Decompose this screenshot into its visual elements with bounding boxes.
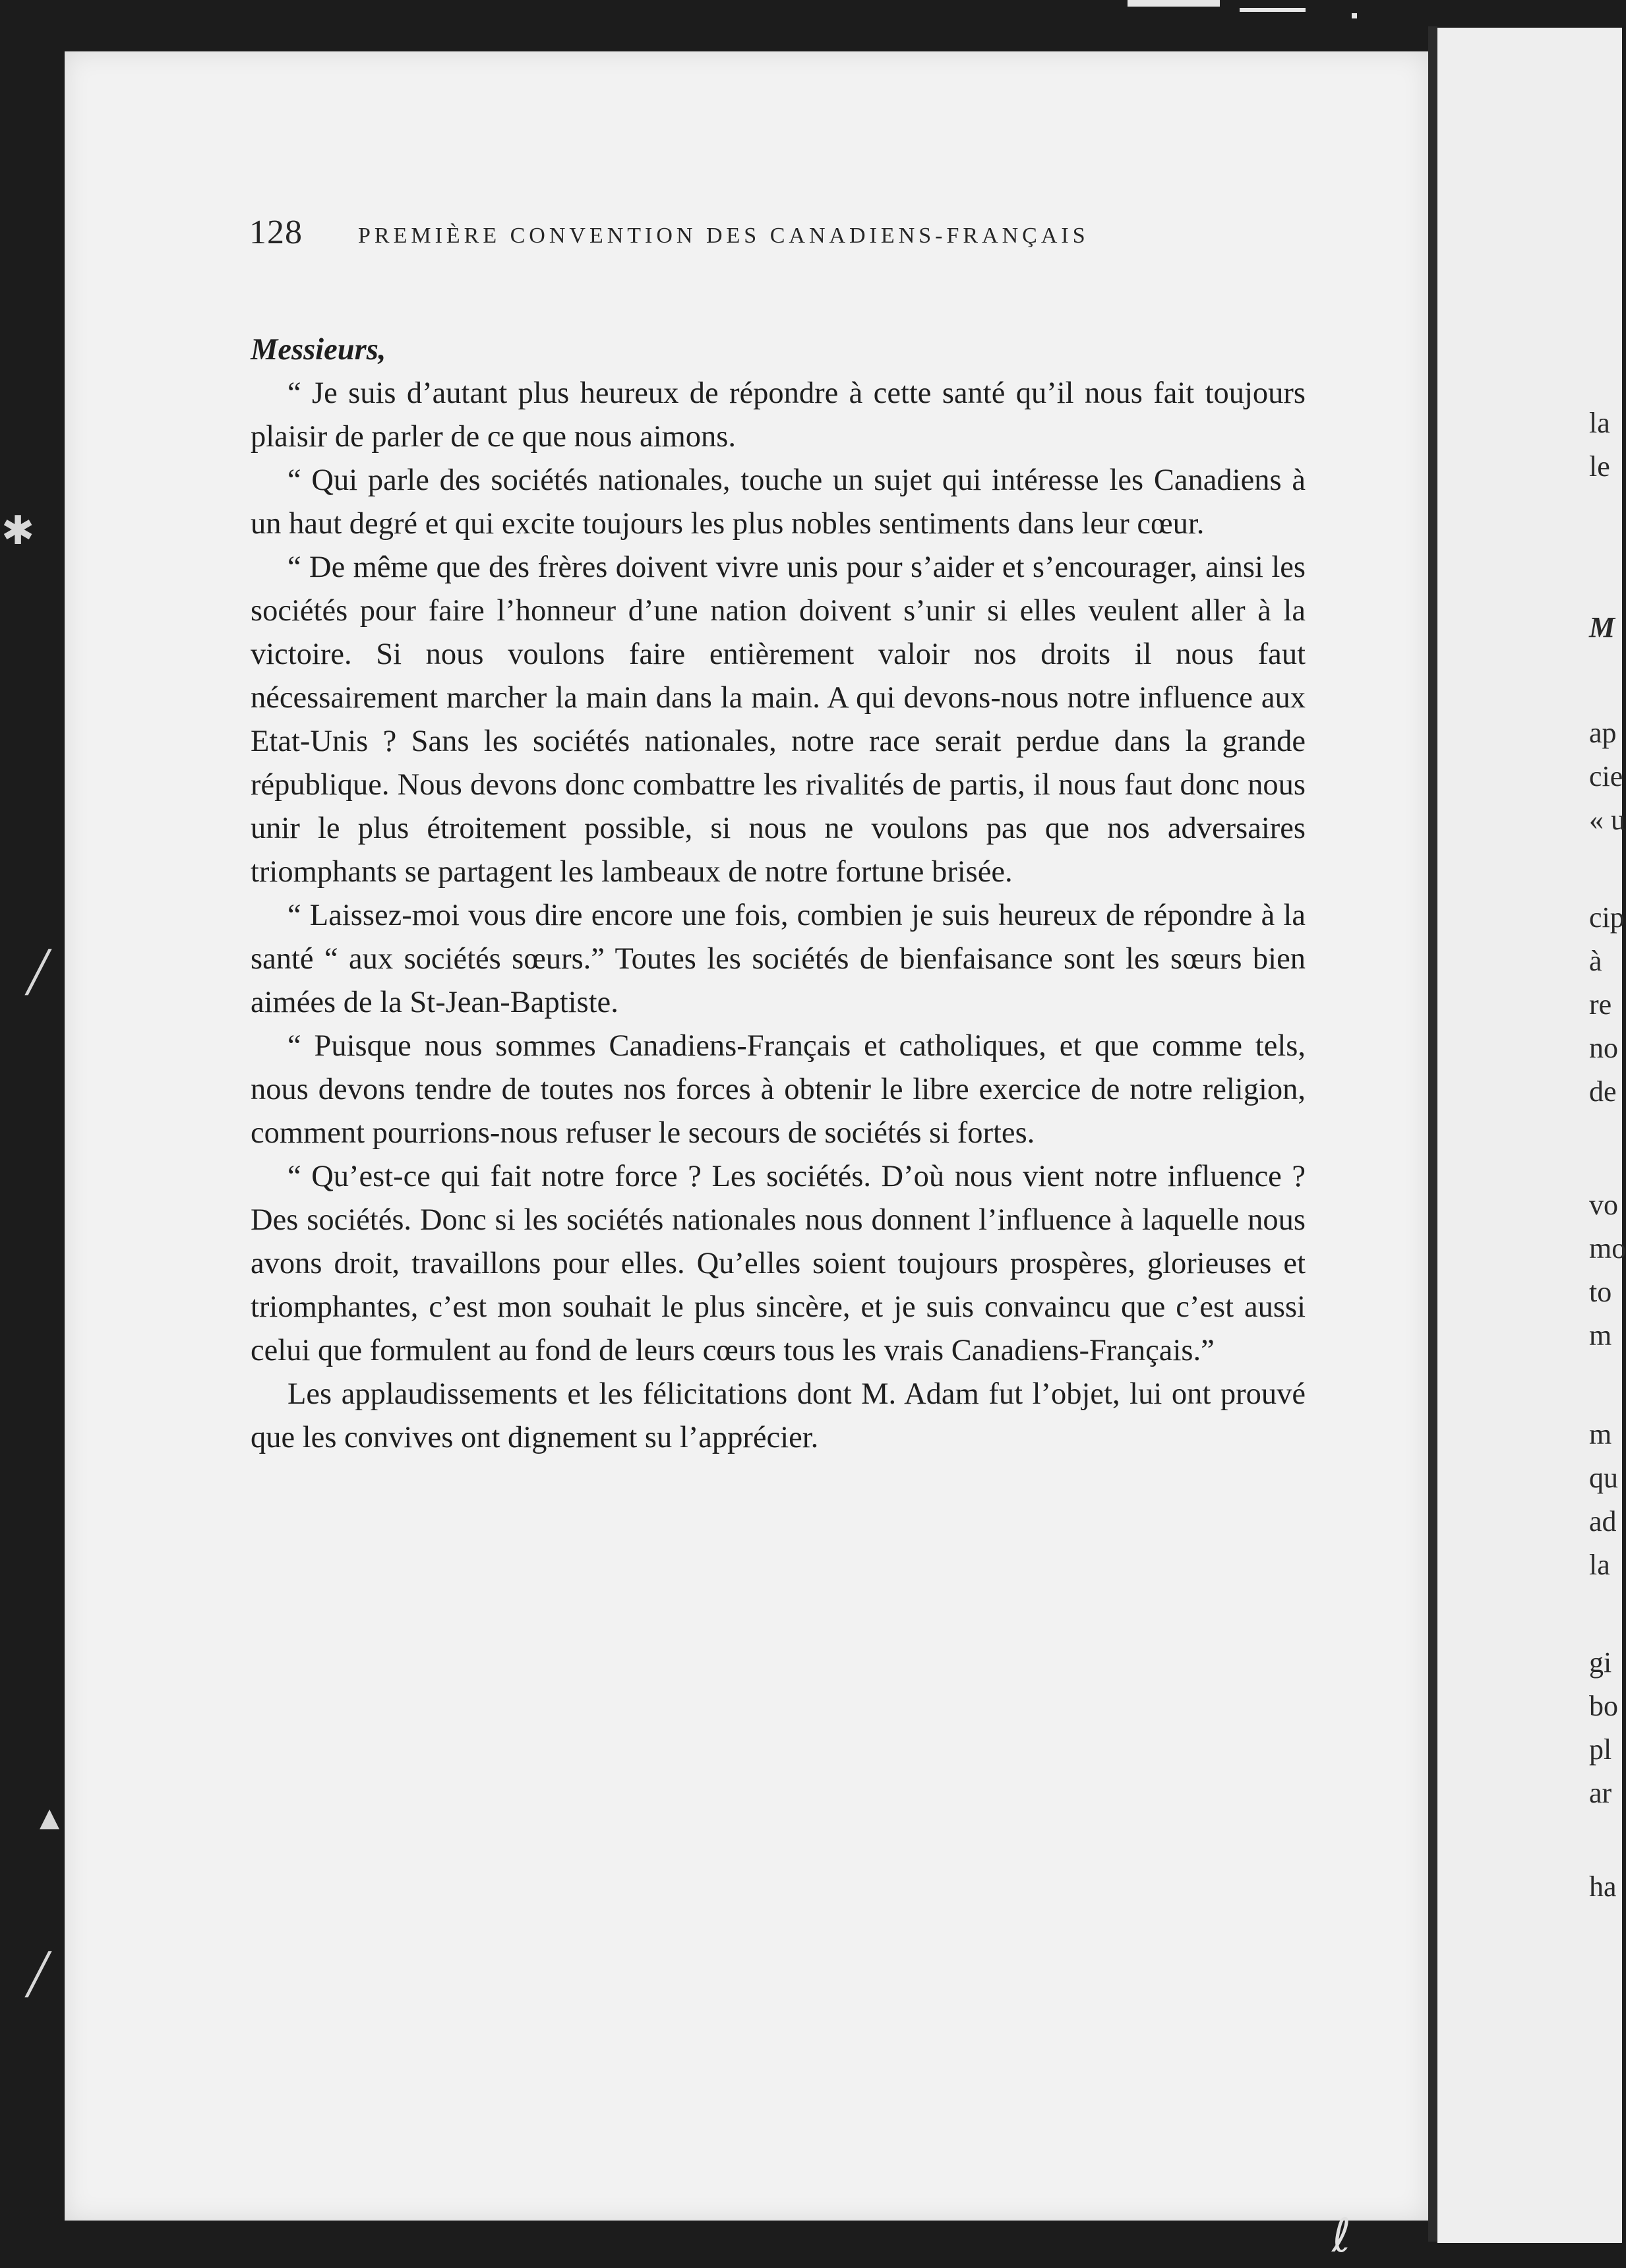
facing-line: ad bbox=[1589, 1505, 1617, 1537]
margin-dash-mark: ╱ bbox=[26, 949, 51, 996]
facing-line: m bbox=[1589, 1418, 1612, 1450]
facing-line: cie bbox=[1589, 760, 1623, 792]
scan-artifact bbox=[1128, 0, 1220, 7]
scan-artifact bbox=[1240, 8, 1306, 12]
facing-line: « u bbox=[1589, 804, 1625, 836]
pencil-mark: ℓ bbox=[1332, 2209, 1351, 2263]
running-header bbox=[249, 210, 1225, 262]
paragraph: “ Qui parle des sociétés nationales, touche un sujet qui intéresse les Canadiens à un haut degré et qui excite toujours les plus nobles sentiments dans leur cœur. bbox=[251, 463, 1306, 541]
facing-line: ar bbox=[1589, 1777, 1612, 1809]
facing-line: pl bbox=[1589, 1733, 1612, 1766]
facing-line: ap bbox=[1589, 717, 1617, 749]
running-title: PREMIÈRE CONVENTION DES CANADIENS-FRANÇAIS bbox=[358, 224, 1089, 248]
paragraph: “ Laissez-moi vous dire encore une fois, combien je suis heureux de répondre à la santé “ aux sociétés sœurs.” Toutes les sociétés de bienfaisance sont les sœurs bien aimées de la St-Jean-Baptiste. bbox=[251, 899, 1306, 1019]
margin-star-mark: ✱ bbox=[1, 508, 35, 554]
facing-page bbox=[1437, 28, 1626, 2243]
margin-dash-mark: ╱ bbox=[26, 1952, 51, 1998]
facing-page-text bbox=[1437, 28, 1626, 2243]
facing-line: cip bbox=[1589, 901, 1625, 934]
facing-line: la bbox=[1589, 407, 1610, 439]
facing-line: bo bbox=[1589, 1690, 1618, 1722]
paragraph: Les applaudissements et les félicitations dont M. Adam fut l’objet, lui ont prouvé que les convives ont dignement su l’apprécier. bbox=[251, 1377, 1306, 1454]
facing-line: no bbox=[1589, 1032, 1618, 1064]
salutation: Messieurs, bbox=[251, 333, 386, 367]
facing-line: M bbox=[1589, 611, 1615, 643]
facing-line: ha bbox=[1589, 1870, 1617, 1903]
scan-artifact bbox=[1352, 13, 1357, 18]
paragraph: “ Qu’est-ce qui fait notre force ? Les sociétés. D’où nous vient notre influence ? Des sociétés. Donc si les sociétés nationales nous donnent l’influence à laquelle nous avons droit, travaillons pour elles. Qu’elles soient toujours prospères, glorieuses et triomphantes, c’est mon souhait le plus sincère, et je suis convaincu que c’est aussi celui que formulent au fond de leurs cœurs tous les vrais Canadiens-Français.” bbox=[251, 1160, 1306, 1367]
facing-line: le bbox=[1589, 450, 1610, 483]
facing-line: la bbox=[1589, 1549, 1610, 1581]
facing-line: to bbox=[1589, 1276, 1612, 1308]
page-number: 128 bbox=[249, 214, 303, 251]
facing-line: re bbox=[1589, 988, 1612, 1021]
facing-line: m bbox=[1589, 1319, 1612, 1352]
margin-dot-mark: ▴ bbox=[40, 1793, 60, 1839]
paragraph: “ De même que des frères doivent vivre unis pour s’aider et s’encourager, ainsi les sociétés pour faire l’honneur d’une nation doivent s’unir si elles veulent aller à la victoire. Si nous voulons faire entièrement valoir nos droits il nous faut nécessairement marcher la main dans la main. A qui devons-nous notre influence aux Etat-Unis ? Sans les sociétés nationales, notre race serait perdue dans la grande république. Nous devons donc combattre les rivalités de partis, il nous faut donc nous unir le plus étroitement possible, si nous ne voulons pas que nos adversaires triomphants se partagent les lambeaux de notre fortune brisée. bbox=[251, 551, 1306, 889]
facing-line: de bbox=[1589, 1075, 1617, 1108]
page-body bbox=[251, 328, 1306, 1460]
facing-line: mo bbox=[1589, 1232, 1626, 1265]
book-gutter bbox=[1428, 26, 1437, 2242]
facing-line: à bbox=[1589, 945, 1602, 977]
facing-line: qu bbox=[1589, 1462, 1618, 1494]
facing-line: gi bbox=[1589, 1646, 1612, 1679]
paragraph: “ Puisque nous sommes Canadiens-Français et catholiques, et que comme tels, nous devons tendre de toutes nos forces à obtenir le libre exercice de notre religion, comment pourrions-nous refuser le secours de sociétés si fortes. bbox=[251, 1029, 1306, 1150]
paragraph: “ Je suis d’autant plus heureux de répondre à cette santé qu’il nous fait toujours plaisir de parler de ce que nous aimons. bbox=[251, 376, 1306, 454]
facing-line: vo bbox=[1589, 1189, 1618, 1221]
